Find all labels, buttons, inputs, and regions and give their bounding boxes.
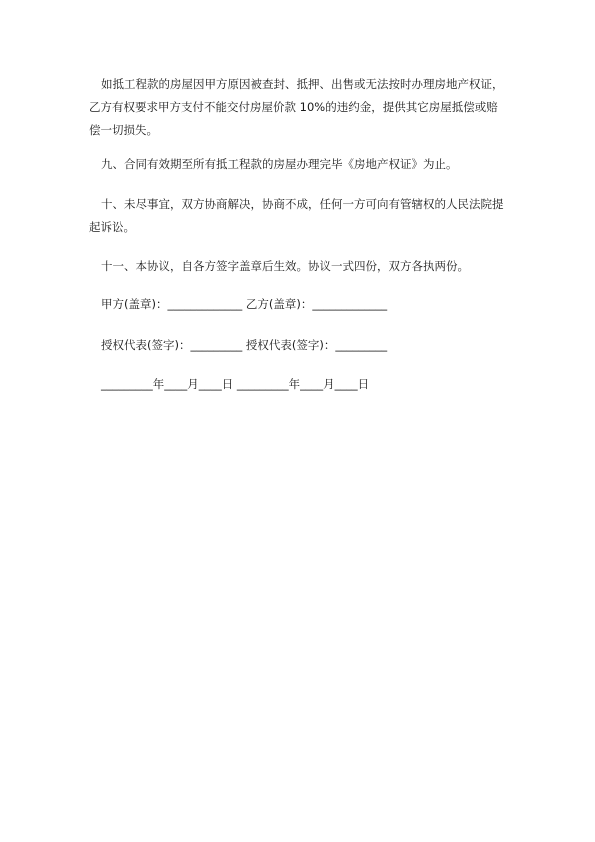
date-signature-line: _________年____月____日 _________年____月____日 [101,377,370,391]
seal-signature-line: 甲方(盖章)：_____________ 乙方(盖章)：_____________ [101,297,388,311]
paragraph-clause-eleven: 十一、本协议，自各方签字盖章后生效。协议一式四份，双方各执两份。 [101,259,469,273]
paragraph-default-clause: 如抵工程款的房屋因甲方原因被查封、抵押、出售或无法按时办理房地产权证，乙方有权要求甲方支付不能交付房屋价款 10%的违约金，提供其它房屋抵偿或赔偿一切损失。 [89,77,504,137]
paragraph-clause-ten: 十、未尽事宜，双方协商解决，协商不成，任何一方可向有管辖权的人民法院提起诉讼。 [89,197,504,234]
paragraph-clause-nine: 九、合同有效期至所有抵工程款的房屋办理完毕《房地产权证》为止。 [101,157,458,171]
representative-signature-line: 授权代表(签字)：_________ 授权代表(签字)：_________ [101,338,388,352]
